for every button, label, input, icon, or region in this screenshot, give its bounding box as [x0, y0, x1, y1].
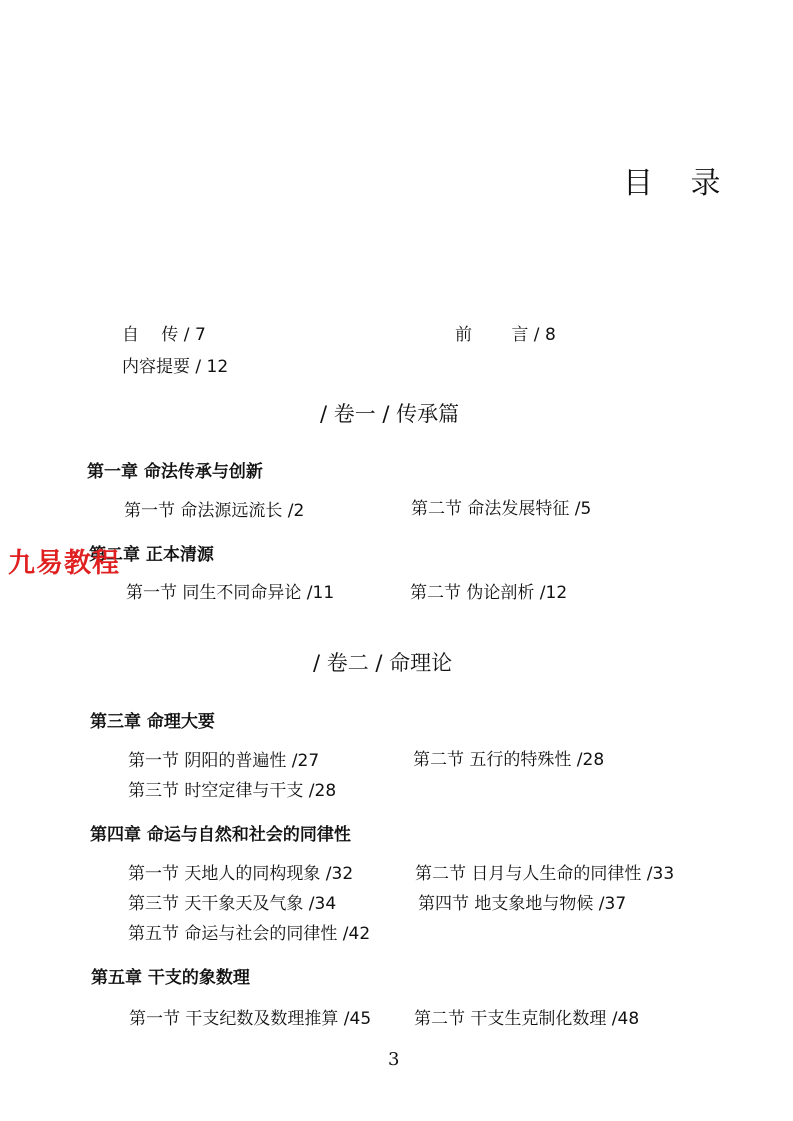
- toc-entry-summary[interactable]: 内容提要 / 12: [122, 357, 229, 377]
- chapter-heading-4[interactable]: 第四章 命运与自然和社会的同律性: [90, 825, 351, 845]
- volume-heading-1: / 卷一 / 传承篇: [320, 402, 460, 426]
- chapter-heading-5[interactable]: 第五章 干支的象数理: [91, 968, 250, 988]
- chapter-heading-1[interactable]: 第一章 命法传承与创新: [87, 462, 263, 482]
- section-3-2[interactable]: 第二节 五行的特殊性 /28: [413, 750, 605, 770]
- page-title: 目 录: [623, 166, 735, 201]
- section-5-1[interactable]: 第一节 干支纪数及数理推算 /45: [129, 1009, 372, 1029]
- section-5-2[interactable]: 第二节 干支生克制化数理 /48: [414, 1009, 640, 1029]
- section-4-2[interactable]: 第二节 日月与人生命的同律性 /33: [415, 864, 675, 884]
- chapter-heading-2[interactable]: 第二章 正本清源: [89, 545, 214, 565]
- section-4-1[interactable]: 第一节 天地人的同构现象 /32: [128, 864, 354, 884]
- section-3-1[interactable]: 第一节 阴阳的普遍性 /27: [128, 751, 320, 771]
- section-1-2[interactable]: 第二节 命法发展特征 /5: [411, 499, 592, 519]
- toc-entry-autobiography[interactable]: 自 传 / 7: [122, 325, 206, 345]
- section-2-1[interactable]: 第一节 同生不同命异论 /11: [126, 583, 335, 603]
- section-2-2[interactable]: 第二节 伪论剖析 /12: [410, 583, 568, 603]
- volume-heading-2: / 卷二 / 命理论: [313, 651, 453, 675]
- toc-entry-preface[interactable]: 前 言 / 8: [455, 325, 556, 345]
- section-4-4[interactable]: 第四节 地支象地与物候 /37: [418, 894, 627, 914]
- watermark: 九易教程: [8, 548, 120, 579]
- section-3-3[interactable]: 第三节 时空定律与干支 /28: [128, 781, 337, 801]
- page-number: 3: [388, 1049, 400, 1070]
- section-4-5[interactable]: 第五节 命运与社会的同律性 /42: [128, 924, 371, 944]
- section-4-3[interactable]: 第三节 天干象天及气象 /34: [128, 894, 337, 914]
- section-1-1[interactable]: 第一节 命法源远流长 /2: [124, 501, 305, 521]
- chapter-heading-3[interactable]: 第三章 命理大要: [90, 712, 215, 732]
